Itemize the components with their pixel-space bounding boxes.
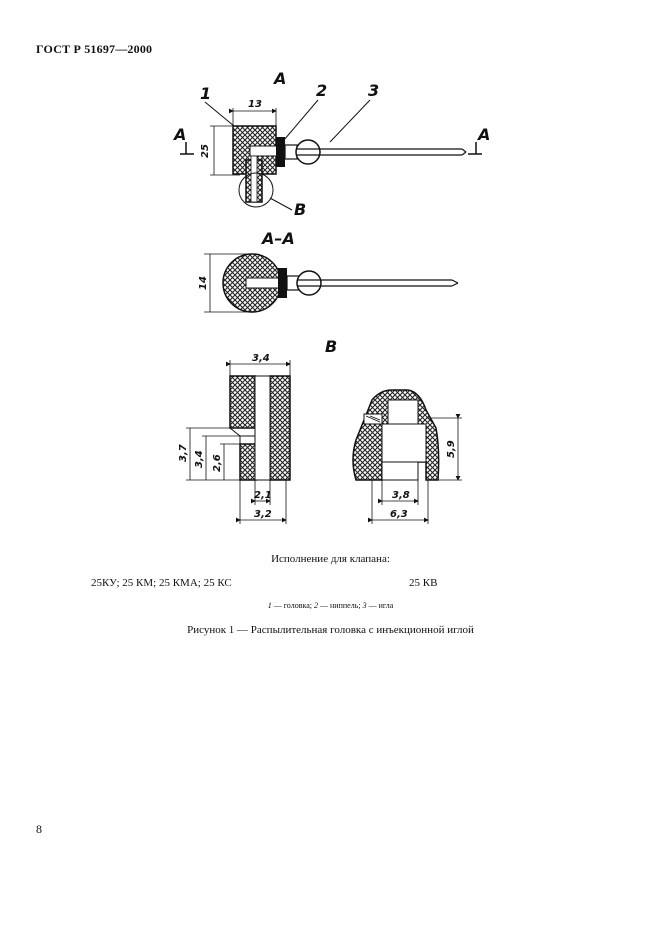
dim-bore-left: 2,1 <box>254 490 272 501</box>
section-label: А–А <box>262 229 295 248</box>
legend-1-text: — головка; <box>271 601 315 610</box>
view-a <box>172 69 490 219</box>
dim-base-left: 3,2 <box>254 509 272 520</box>
view-a-label: А <box>274 69 287 88</box>
detail-b <box>178 337 462 524</box>
callout-3: 3 <box>368 81 380 100</box>
dim-h-inner: 2,6 <box>212 454 223 472</box>
variant-title: Исполнение для клапана: <box>271 553 390 565</box>
callout-2: 2 <box>316 81 328 100</box>
figure-caption: Рисунок 1 — Распылительная головка с инъекционной иглой <box>187 624 474 636</box>
dim-height-right: 5,9 <box>446 440 457 458</box>
detail-label: В <box>325 337 338 356</box>
dim-section-dia: 14 <box>198 276 209 290</box>
legend-2-text: — ниппель; <box>318 601 363 610</box>
dim-head-height: 25 <box>200 144 211 158</box>
callout-1: 1 <box>200 84 212 103</box>
dim-top-width: 3,4 <box>252 353 270 364</box>
cut-marker-left: А <box>174 125 187 144</box>
dim-h-mid: 3,4 <box>194 450 205 468</box>
legend-3-num: 3 <box>362 601 367 610</box>
variant-left: 25КУ; 25 КМ; 25 КМА; 25 КС <box>91 577 232 589</box>
legend-3-text: — игла <box>366 601 394 610</box>
legend-2-num: 2 <box>314 601 319 610</box>
dim-h-outer: 3,7 <box>178 444 189 462</box>
variant-right: 25 КВ <box>409 577 438 589</box>
dim-bore-right: 3,8 <box>392 490 410 501</box>
standard-header: ГОСТ Р 51697—2000 <box>36 42 153 56</box>
cut-marker-right: А <box>478 125 491 144</box>
section-a-a <box>198 229 458 312</box>
legend-1-num: 1 <box>267 601 272 610</box>
dim-head-width: 13 <box>248 99 262 110</box>
legend <box>0 601 661 610</box>
dim-base-right: 6,3 <box>390 509 408 520</box>
page-number: 8 <box>36 822 42 836</box>
detail-callout: В <box>294 200 307 219</box>
